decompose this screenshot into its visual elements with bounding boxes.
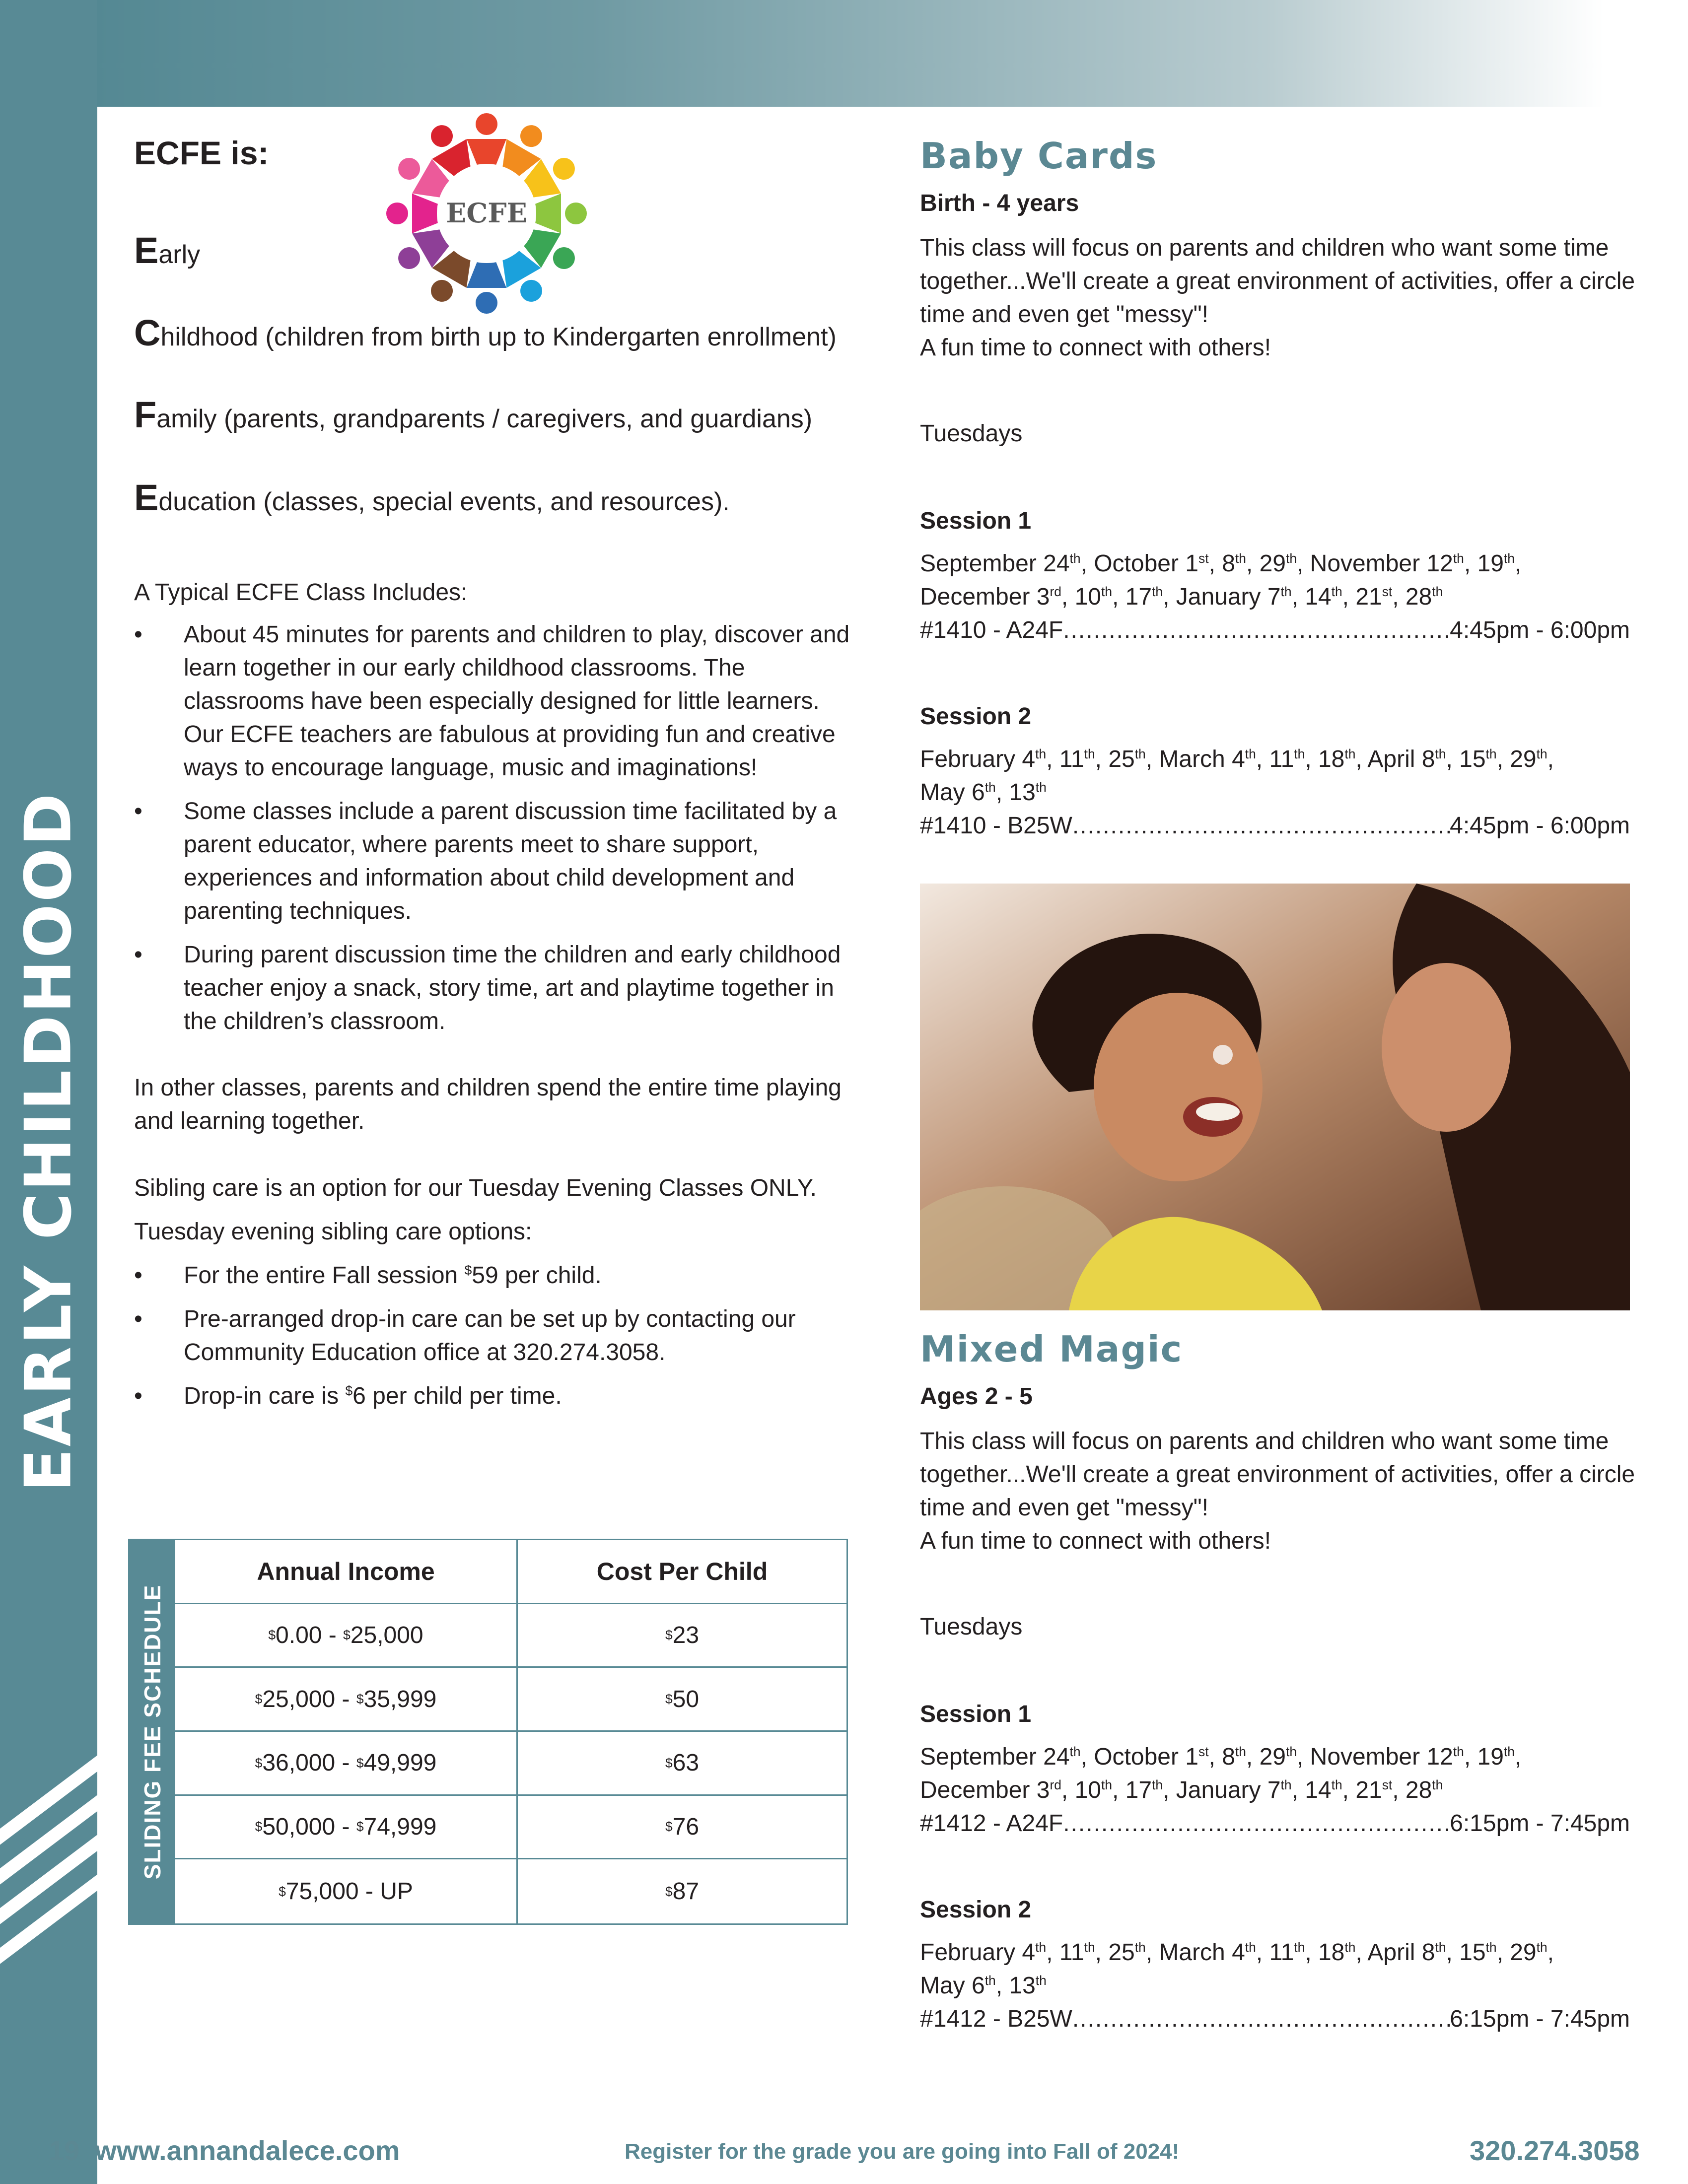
baby-cards-day: Tuesdays xyxy=(920,420,1023,447)
mixed-magic-session2-label: Session 2 xyxy=(920,1897,1032,1923)
photo-child-and-parent xyxy=(920,884,1630,1310)
baby-cards-age: Birth - 4 years xyxy=(920,190,1079,216)
mixed-magic-session1-label: Session 1 xyxy=(920,1701,1032,1727)
session-code-row: #1412 - A24F ..... 6:15pm - 7:45pm xyxy=(920,1807,1630,1840)
baby-cards-session2-label: Session 2 xyxy=(920,703,1032,730)
session-code-row: #1410 - B25W ..... 4:45pm - 6:00pm xyxy=(920,809,1630,842)
list-item: • Pre-arranged drop-in care can be set up by contacting our Community Education office at 320.274.3058. xyxy=(134,1302,854,1369)
baby-cards-title: Baby Cards xyxy=(920,135,1158,177)
other-classes-text: In other classes, parents and children spend the entire time playing and learning together. xyxy=(134,1075,842,1134)
cost-cell: $ 63 xyxy=(516,1732,846,1796)
income-cell: $ 36,000 - $ 49,999 xyxy=(175,1732,516,1796)
ecfe-heading: ECFE is: xyxy=(134,135,269,171)
column-header: Annual Income xyxy=(175,1540,516,1604)
typical-heading: A Typical ECFE Class Includes: xyxy=(134,579,468,606)
acronym-childhood: Childhood (children from birth up to Kindergarten enrollment) xyxy=(134,312,837,353)
list-item: • For the entire Fall session $59 per child. xyxy=(134,1259,854,1292)
list-item: • During parent discussion time the children and early childhood teacher enjoy a snack, story time, art and playtime together in the children’s classroom. xyxy=(134,938,854,1038)
footer-page-site xyxy=(49,2134,400,2167)
page-number: 19 xyxy=(49,2135,80,2166)
baby-cards-session1-label: Session 1 xyxy=(920,508,1032,534)
list-item: • Drop-in care is $6 per child per time. xyxy=(134,1379,854,1413)
footer-phone: 320.274.3058 xyxy=(1470,2135,1640,2166)
income-cell: $ 0.00 - $ 25,000 xyxy=(175,1604,516,1668)
list-item: • Some classes include a parent discussion time facilitated by a parent educator, where parents meet to share support, experiences and information about child development and parenting techniques. xyxy=(134,795,854,928)
fee-side-label: SLIDING FEE SCHEDULE xyxy=(130,1540,175,1923)
session-code-row: #1412 - B25W ..... 6:15pm - 7:45pm xyxy=(920,2002,1630,2036)
acronym-education: Education (classes, special events, and resources). xyxy=(134,477,730,518)
sidebar xyxy=(0,0,97,2184)
mixed-magic-description: This class will focus on parents and children who want some time together...We'll create a great environment of activities, offer a circle time and even get "messy"! A fun time to connect with others! xyxy=(920,1428,1635,1554)
session-code-row: #1410 - A24F ..... 4:45pm - 6:00pm xyxy=(920,614,1630,647)
cost-cell: $ 50 xyxy=(516,1668,846,1732)
sibling-options-heading: Tuesday evening sibling care options: xyxy=(134,1219,532,1245)
mixed-magic-title: Mixed Magic xyxy=(920,1328,1183,1370)
ecfe-logo xyxy=(377,104,596,323)
section-title: EARLY CHILDHOOD xyxy=(11,791,86,1492)
website-link[interactable]: www.annandalece.com xyxy=(95,2135,400,2166)
mixed-magic-session1-dates: September 24th, October 1st, 8th, 29th, November 12th, 19th, December 3rd, 10th, 17th, January 7th, 14th, 21st, 28th #1412 - A24F ..... 6:15pm - 7:45pm xyxy=(920,1740,1645,1840)
mixed-magic-session2-dates: February 4th, 11th, 25th, March 4th, 11th, 18th, April 8th, 15th, 29th, May 6th, 13th #1412 - B25W ..... 6:15pm - 7:45pm xyxy=(920,1936,1645,2036)
mixed-magic-day: Tuesdays xyxy=(920,1614,1023,1640)
acronym-early: Early xyxy=(134,230,201,271)
sliding-fee-table xyxy=(128,1539,848,1925)
header-band xyxy=(0,0,1688,107)
baby-cards-description: This class will focus on parents and children who want some time together...We'll create a great environment of activities, offer a circle time and even get "messy"! A fun time to connect with others! xyxy=(920,235,1635,361)
cost-cell: $ 23 xyxy=(516,1604,846,1668)
register-note: Register for the grade you are going into Fall of 2024! xyxy=(625,2139,1180,2164)
sibling-care-text: Sibling care is an option for our Tuesday Evening Classes ONLY. xyxy=(134,1175,817,1201)
cost-cell: $ 76 xyxy=(516,1796,846,1860)
income-cell: $ 50,000 - $ 74,999 xyxy=(175,1796,516,1860)
baby-cards-session1-dates: September 24th, October 1st, 8th, 29th, November 12th, 19th, December 3rd, 10th, 17th, January 7th, 14th, 21st, 28th #1410 - A24F ..... 4:45pm - 6:00pm xyxy=(920,547,1645,647)
fee-grid xyxy=(175,1540,846,1923)
list-item: • About 45 minutes for parents and children to play, discover and learn together in our early childhood classrooms. The classrooms have been especially designed for little learners. Our ECFE teachers are fabulous at providing fun and creative ways to encourage language, music and imaginations! xyxy=(134,618,854,784)
column-header: Cost Per Child xyxy=(516,1540,846,1604)
acronym-family: Family (parents, grandparents / caregivers, and guardians) xyxy=(134,394,813,435)
income-cell: $ 25,000 - $ 35,999 xyxy=(175,1668,516,1732)
sibling-options-list xyxy=(134,1259,854,1423)
income-cell: $ 75,000 - UP xyxy=(279,1878,413,1905)
baby-cards-session2-dates: February 4th, 11th, 25th, March 4th, 11th, 18th, April 8th, 15th, 29th, May 6th, 13th #1410 - B25W ..... 4:45pm - 6:00pm xyxy=(920,743,1645,842)
cost-cell: $ 87 xyxy=(516,1859,846,1923)
typical-list xyxy=(134,618,854,1048)
logo-text: ECFE xyxy=(446,197,527,229)
mixed-magic-age: Ages 2 - 5 xyxy=(920,1383,1033,1410)
